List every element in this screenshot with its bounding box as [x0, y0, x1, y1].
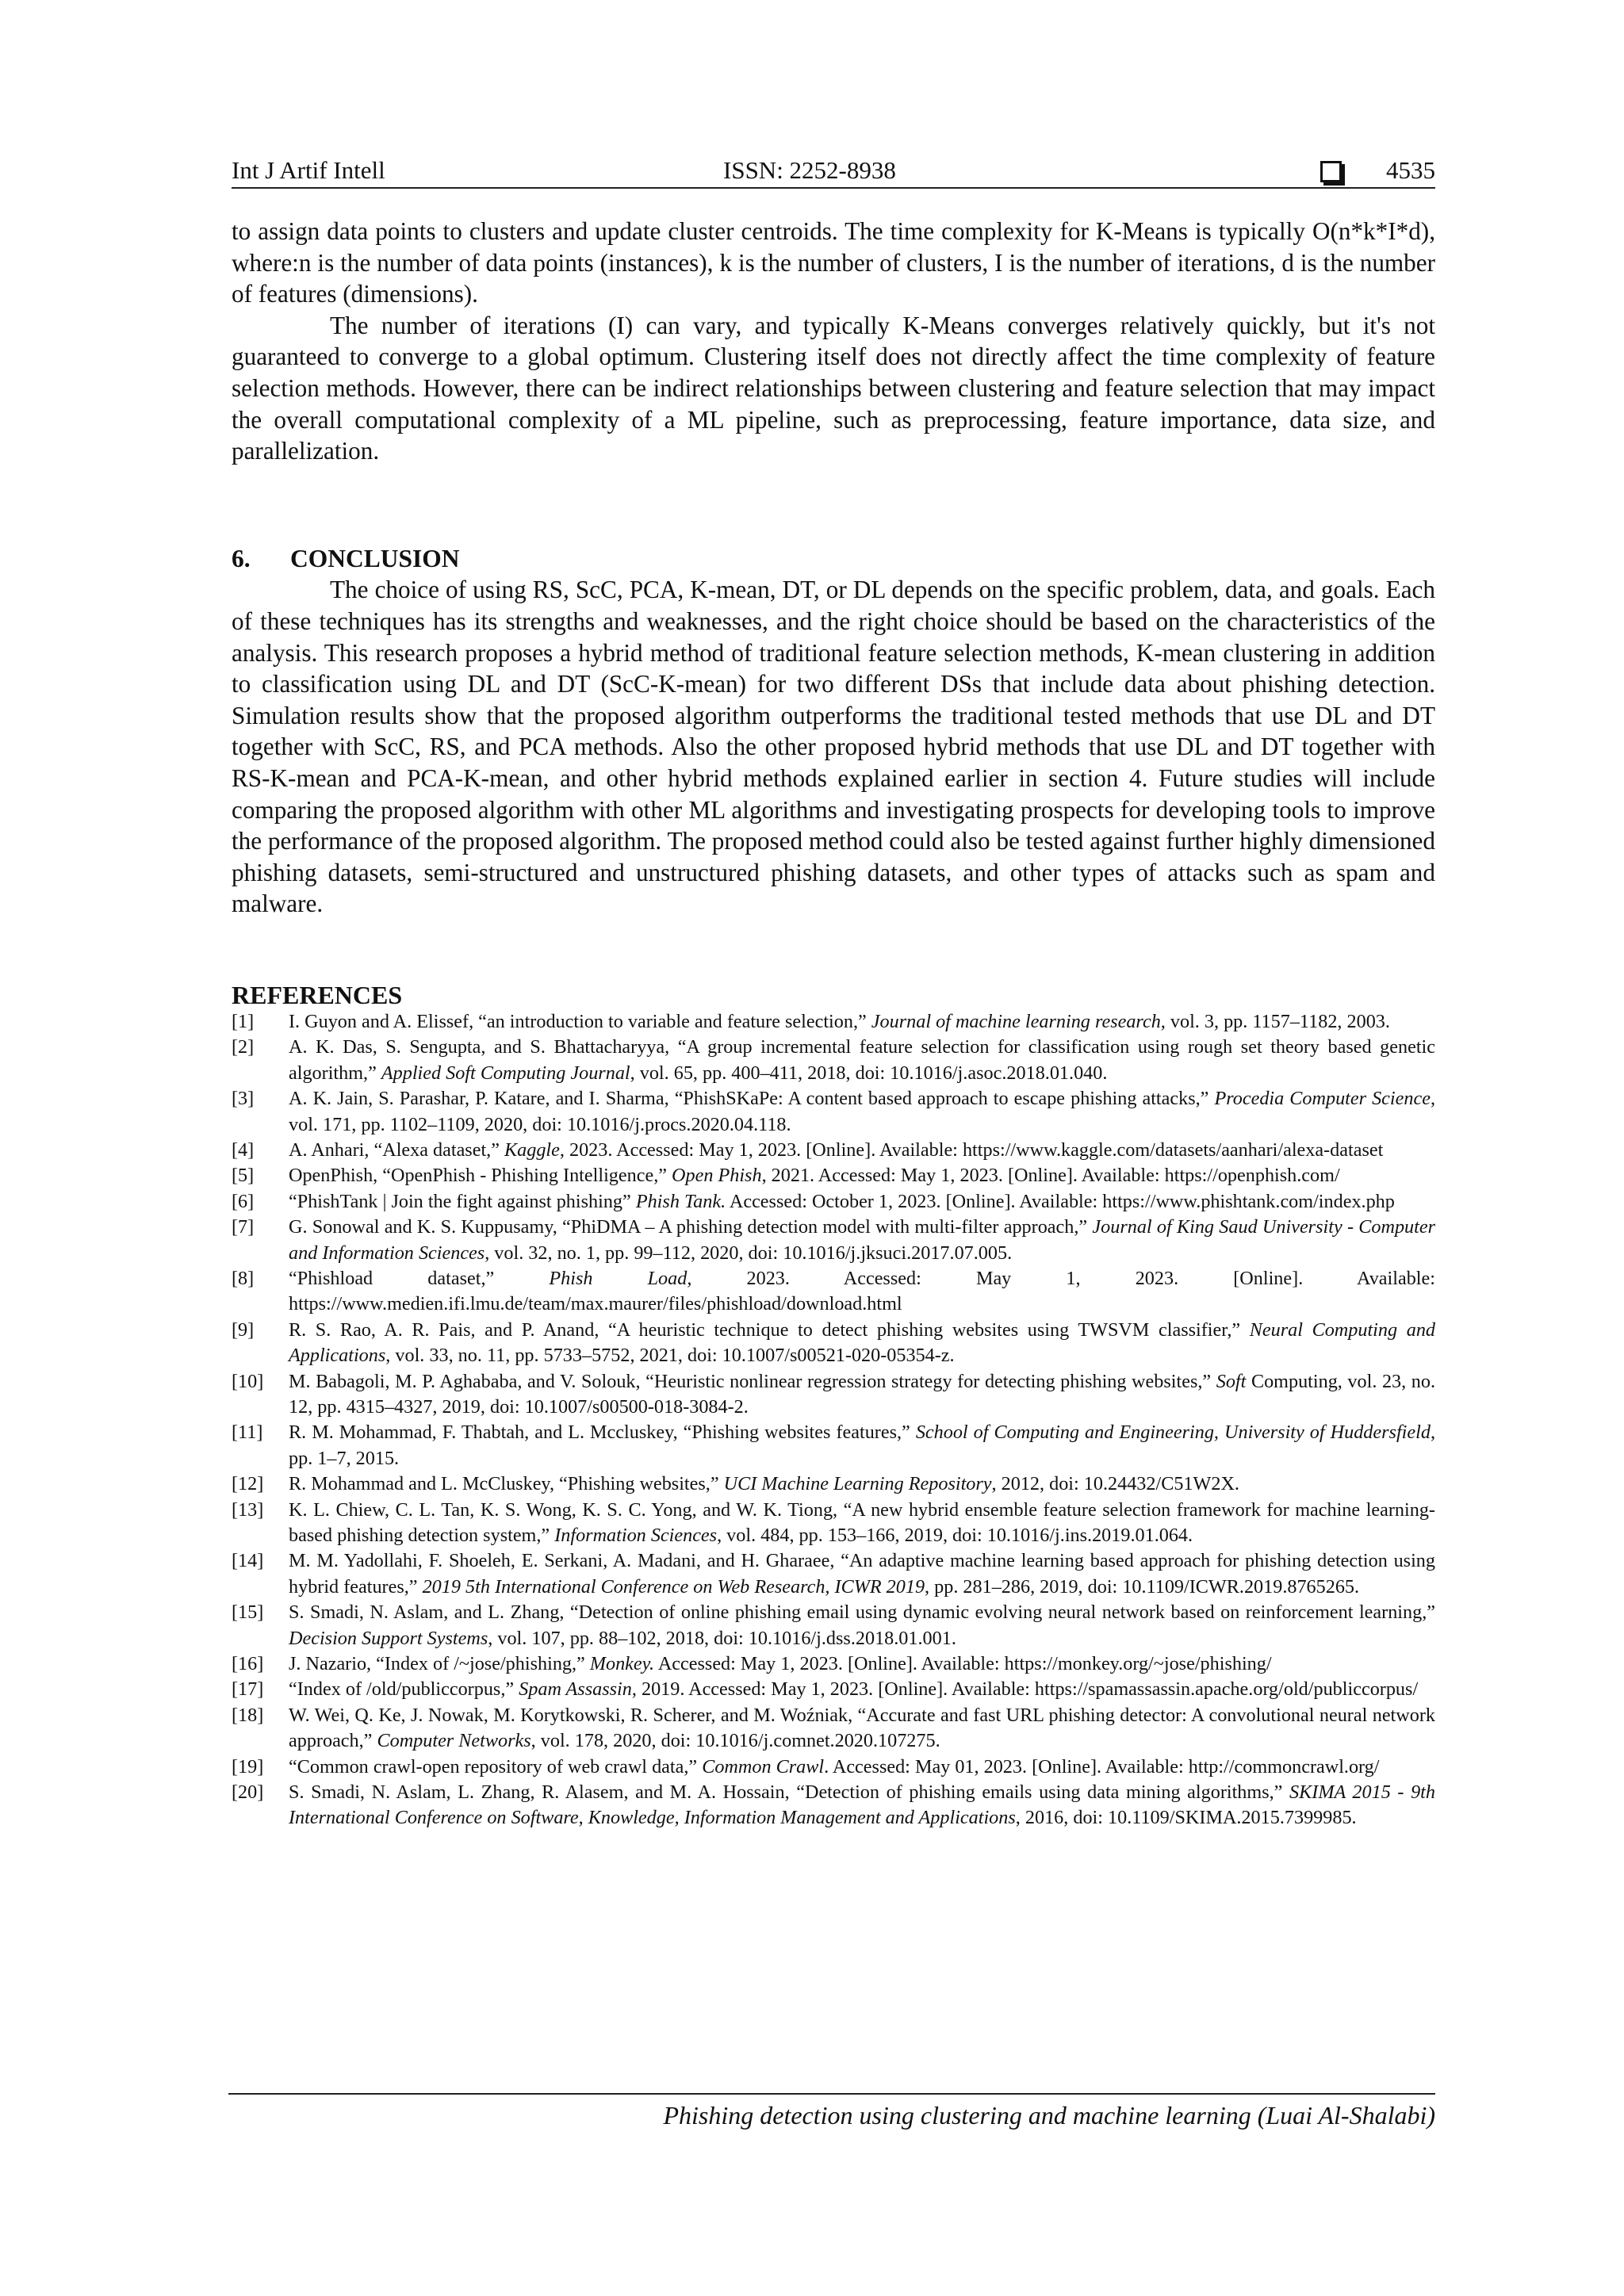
- page-header: [232, 155, 1435, 189]
- reference-item: [232, 1600, 1435, 1651]
- paragraph-complexity: to assign data points to clusters and update cluster centroids. The time complexity for K-Means is typically O(n*k*I*d), where:n is the number of data points (instances), k is the number of clusters, I is the number of iterations, d is the number of features (dimensions).: [232, 217, 1435, 308]
- reference-text: [289, 1498, 1435, 1549]
- reference-authors-title: G. Sonowal and K. S. Kuppusamy, “PhiDMA – A phishing detection model with multi-filter approach,”: [289, 1216, 1093, 1238]
- reference-item: [232, 1471, 1435, 1497]
- reference-venue: Procedia Computer Science: [1214, 1088, 1431, 1110]
- issn: ISSN: 2252-8938: [723, 156, 896, 184]
- reference-number: [7]: [232, 1216, 255, 1238]
- reference-item: [232, 1086, 1435, 1138]
- reference-details: 2023. Accessed: May 1, 2023. [Online]. Available: https://www.kaggle.com/datasets/aanhari/alexa-dataset: [564, 1138, 1384, 1161]
- reference-venue: 2019 5th International Conference on Web Research, ICWR 2019: [422, 1575, 925, 1598]
- reference-text: [289, 1471, 1435, 1497]
- reference-details: Accessed: May 1, 2023. [Online]. Available: https://monkey.org/~jose/phishing/: [654, 1653, 1272, 1675]
- reference-item: [232, 1703, 1435, 1755]
- section-title: CONCLUSION: [290, 544, 460, 572]
- reference-venue: Applied Soft Computing Journal: [381, 1062, 630, 1084]
- reference-venue: Kaggle,: [504, 1138, 565, 1161]
- reference-item: [232, 1780, 1435, 1831]
- reference-number: [17]: [232, 1678, 264, 1701]
- reference-number: [8]: [232, 1267, 255, 1289]
- reference-venue: Journal of King Saud University - Computer and Information Sciences: [289, 1216, 1436, 1264]
- reference-authors-title: K. L. Chiew, C. L. Tan, K. S. Wong, K. S. C. Yong, and W. K. Tiong, “A new hybrid ensemble feature selection framework for machine learning-based phishing detection system,”: [289, 1498, 1435, 1546]
- paragraph-iterations: The number of iterations (I) can vary, and typically K-Means converges relatively quickly, but it's not guaranteed to converge to a global optimum. Clustering itself does not directly affect the time complexity of feature selection methods. However, there can be indirect relationships between clustering and feature selection that may impact the overall computational complexity of a ML pipeline, such as preprocessing, feature importance, data size, and parallelization.: [232, 311, 1435, 465]
- reference-authors-title: “Index of /old/publiccorpus,”: [289, 1678, 519, 1701]
- reference-venue: UCI Machine Learning Repository: [723, 1473, 992, 1495]
- reference-number: [4]: [232, 1138, 255, 1161]
- reference-item: [232, 1035, 1435, 1086]
- reference-list: [232, 1009, 1435, 1831]
- reference-authors-title: A. Anhari, “Alexa dataset,”: [289, 1138, 505, 1161]
- reference-number: [18]: [232, 1704, 264, 1726]
- reference-details: , 2016, doi: 10.1109/SKIMA.2015.7399985.: [1015, 1807, 1357, 1829]
- reference-details: , vol. 107, pp. 88–102, 2018, doi: 10.1016/j.dss.2018.01.001.: [488, 1627, 956, 1649]
- reference-authors-title: J. Nazario, “Index of /~jose/phishing,”: [289, 1653, 590, 1675]
- reference-number: [3]: [232, 1088, 255, 1110]
- reference-text: [289, 1677, 1435, 1702]
- reference-venue: Open Phish: [672, 1165, 762, 1187]
- reference-details: , 2021. Accessed: May 1, 2023. [Online]. Available: https://openphish.com/: [761, 1165, 1340, 1187]
- reference-text: [289, 1189, 1435, 1215]
- footer-running-title: Phishing detection using clustering and machine learning (Luai Al-Shalabi): [663, 2101, 1435, 2130]
- reference-details: , pp. 1–7, 2015.: [289, 1422, 1435, 1469]
- reference-text: [289, 1548, 1435, 1600]
- reference-text: [289, 1086, 1435, 1138]
- reference-number: [15]: [232, 1601, 264, 1624]
- reference-venue: SKIMA 2015 - 9th International Conference on Software, Knowledge, Information Management and Applications: [289, 1781, 1435, 1829]
- reference-item: [232, 1755, 1435, 1780]
- reference-item: [232, 1189, 1435, 1215]
- page-number: 4535: [1386, 156, 1435, 184]
- reference-details: , 2012, doi: 10.24432/C51W2X.: [991, 1473, 1239, 1495]
- reference-details: Computing, vol. 23, no. 12, pp. 4315–4327, 2019, doi: 10.1007/s00500-018-3084-2.: [289, 1370, 1436, 1418]
- reference-venue: Neural Computing and Applications: [289, 1318, 1436, 1367]
- reference-text: [289, 1035, 1435, 1086]
- square-icon: [1320, 161, 1342, 182]
- reference-authors-title: M. Babagoli, M. P. Aghababa, and V. Solouk, “Heuristic nonlinear regression strategy for detecting phishing websites,”: [289, 1370, 1216, 1392]
- reference-venue: Phish Load,: [549, 1267, 692, 1289]
- reference-venue: Spam Assassin: [519, 1678, 632, 1701]
- reference-number: [2]: [232, 1036, 255, 1058]
- page-footer: [228, 2093, 1435, 2130]
- reference-number: [16]: [232, 1653, 264, 1675]
- reference-text: [289, 1755, 1435, 1780]
- reference-text: [289, 1215, 1435, 1266]
- reference-authors-title: R. M. Mohammad, F. Thabtah, and L. Mccluskey, “Phishing websites features,”: [289, 1422, 916, 1444]
- reference-details: , vol. 65, pp. 400–411, 2018, doi: 10.1016/j.asoc.2018.01.040.: [630, 1062, 1108, 1084]
- reference-authors-title: M. M. Yadollahi, F. Shoeleh, E. Serkani, A. Madani, and H. Gharaee, “An adaptive machine learning based approach for phishing detection using hybrid features,”: [289, 1550, 1435, 1598]
- reference-authors-title: I. Guyon and A. Elissef, “an introduction to variable and feature selection,”: [289, 1010, 871, 1032]
- reference-number: [5]: [232, 1165, 255, 1187]
- reference-item: [232, 1369, 1435, 1421]
- reference-venue: Phish Tank.: [635, 1190, 726, 1212]
- reference-number: [12]: [232, 1473, 264, 1495]
- reference-text: [289, 1780, 1435, 1831]
- reference-authors-title: S. Smadi, N. Aslam, and L. Zhang, “Detection of online phishing email using dynamic evolving neural network based on reinforcement learning,”: [289, 1601, 1435, 1624]
- reference-text: [289, 1369, 1435, 1421]
- reference-item: [232, 1009, 1435, 1035]
- journal-name: Int J Artif Intell: [232, 156, 385, 184]
- reference-venue: Decision Support Systems: [289, 1627, 488, 1649]
- references-heading: REFERENCES: [232, 980, 403, 1009]
- reference-details: , vol. 32, no. 1, pp. 99–112, 2020, doi: 10.1016/j.jksuci.2017.07.005.: [485, 1242, 1013, 1264]
- reference-details: , vol. 484, pp. 153–166, 2019, doi: 10.1016/j.ins.2019.01.064.: [717, 1525, 1193, 1546]
- reference-authors-title: “Phishload dataset,”: [289, 1267, 550, 1289]
- reference-text: [289, 1651, 1435, 1677]
- reference-venue: Journal of machine learning research,: [871, 1010, 1166, 1032]
- reference-number: [1]: [232, 1010, 255, 1032]
- reference-details: , vol. 33, no. 11, pp. 5733–5752, 2021, doi: 10.1007/s00521-020-05354-z.: [385, 1345, 955, 1367]
- reference-item: [232, 1651, 1435, 1677]
- reference-number: [6]: [232, 1190, 255, 1212]
- paragraph-conclusion: The choice of using RS, ScC, PCA, K-mean, DT, or DL depends on the specific problem, data, and goals. Each of these techniques has its strengths and weaknesses, and the right choice should be based on the characteristics of the analysis. This research proposes a hybrid method of traditional feature selection methods, K-mean clustering in addition to classification using DL and DT (ScC-K-mean) for two different DSs that include data about phishing detection. Simulation results show that the proposed algorithm outperforms the traditional tested methods that use DL and DT together with ScC, RS, and PCA methods. Also the other proposed hybrid methods that use DL and DT together with RS-K-mean and PCA-K-mean, and other hybrid methods explained earlier in section 4. Future studies will include comparing the proposed algorithm with other ML algorithms and investigating prospects for developing tools to improve the performance of the proposed algorithm. The proposed method could also be tested against further highly dimensioned phishing datasets, semi-structured and unstructured phishing datasets, and other types of attacks such as spam and malware.: [232, 576, 1435, 918]
- reference-item: [232, 1266, 1435, 1318]
- reference-item: [232, 1318, 1435, 1369]
- reference-venue: Computer Networks: [377, 1730, 531, 1752]
- reference-text: [289, 1703, 1435, 1755]
- reference-text: [289, 1600, 1435, 1651]
- reference-venue: Information Sciences: [554, 1525, 718, 1546]
- page-body: [232, 216, 1435, 1831]
- reference-details: , vol. 178, 2020, doi: 10.1016/j.comnet.2020.107275.: [530, 1730, 940, 1752]
- reference-authors-title: S. Smadi, N. Aslam, L. Zhang, R. Alasem, and M. A. Hossain, “Detection of phishing emails using data mining algorithms,”: [289, 1781, 1290, 1804]
- reference-text: [289, 1009, 1435, 1035]
- reference-number: [14]: [232, 1550, 264, 1572]
- reference-details: , 2019. Accessed: May 1, 2023. [Online]. Available: https://spamassassin.apache.org/old/publiccorpus/: [631, 1678, 1419, 1701]
- reference-item: [232, 1420, 1435, 1471]
- reference-authors-title: A. K. Das, S. Sengupta, and S. Bhattacharyya, “A group incremental feature selection for classification using rough set theory based genetic algorithm,”: [289, 1036, 1435, 1084]
- section-heading-conclusion: [232, 543, 1435, 575]
- reference-item: [232, 1215, 1435, 1266]
- reference-item: [232, 1548, 1435, 1600]
- reference-details: . Accessed: May 01, 2023. [Online]. Available: http://commoncrawl.org/: [824, 1755, 1380, 1777]
- reference-venue: Soft: [1216, 1370, 1247, 1392]
- reference-authors-title: “Common crawl-open repository of web crawl data,”: [289, 1755, 703, 1777]
- page-number-group: [1320, 155, 1435, 186]
- reference-number: [9]: [232, 1318, 255, 1341]
- reference-item: [232, 1498, 1435, 1549]
- reference-item: [232, 1163, 1435, 1188]
- reference-authors-title: W. Wei, Q. Ke, J. Nowak, M. Korytkowski, R. Scherer, and M. Woźniak, “Accurate and fast URL phishing detector: A convolutional neural network approach,”: [289, 1704, 1435, 1752]
- reference-details: Accessed: October 1, 2023. [Online]. Available: https://www.phishtank.com/index.php: [726, 1190, 1395, 1212]
- reference-number: [10]: [232, 1370, 264, 1392]
- reference-text: [289, 1420, 1435, 1471]
- reference-details: , vol. 171, pp. 1102–1109, 2020, doi: 10.1016/j.procs.2020.04.118.: [289, 1088, 1435, 1135]
- reference-text: [289, 1318, 1435, 1369]
- section-number: 6.: [232, 544, 251, 572]
- reference-text: [289, 1163, 1435, 1188]
- reference-item: [232, 1677, 1435, 1702]
- reference-details: , pp. 281–286, 2019, doi: 10.1109/ICWR.2019.8765265.: [925, 1575, 1360, 1598]
- reference-number: [11]: [232, 1422, 263, 1444]
- reference-authors-title: R. S. Rao, A. R. Pais, and P. Anand, “A heuristic technique to detect phishing websites using TWSVM classifier,”: [289, 1318, 1250, 1341]
- reference-venue: School of Computing and Engineering, University of Huddersfield: [915, 1422, 1431, 1444]
- reference-authors-title: “PhishTank | Join the fight against phishing”: [289, 1190, 636, 1212]
- reference-number: [20]: [232, 1781, 264, 1804]
- reference-item: [232, 1138, 1435, 1163]
- reference-authors-title: A. K. Jain, S. Parashar, P. Katare, and I. Sharma, “PhishSKaPe: A content based approach to escape phishing attacks,”: [289, 1088, 1215, 1110]
- reference-authors-title: R. Mohammad and L. McCluskey, “Phishing websites,”: [289, 1473, 724, 1495]
- reference-number: [19]: [232, 1755, 264, 1777]
- reference-number: [13]: [232, 1498, 264, 1521]
- reference-text: [289, 1138, 1435, 1163]
- reference-venue: Common Crawl: [702, 1755, 825, 1777]
- reference-details: vol. 3, pp. 1157–1182, 2003.: [1165, 1010, 1390, 1032]
- reference-text: [289, 1266, 1435, 1318]
- reference-venue: Monkey.: [589, 1653, 655, 1675]
- reference-details: 2023. Accessed: May 1, 2023. [Online]. Available: https://www.medien.ifi.lmu.de/team/max.maurer/files/phishload/download.html: [289, 1267, 1435, 1315]
- reference-authors-title: OpenPhish, “OpenPhish - Phishing Intelligence,”: [289, 1165, 672, 1187]
